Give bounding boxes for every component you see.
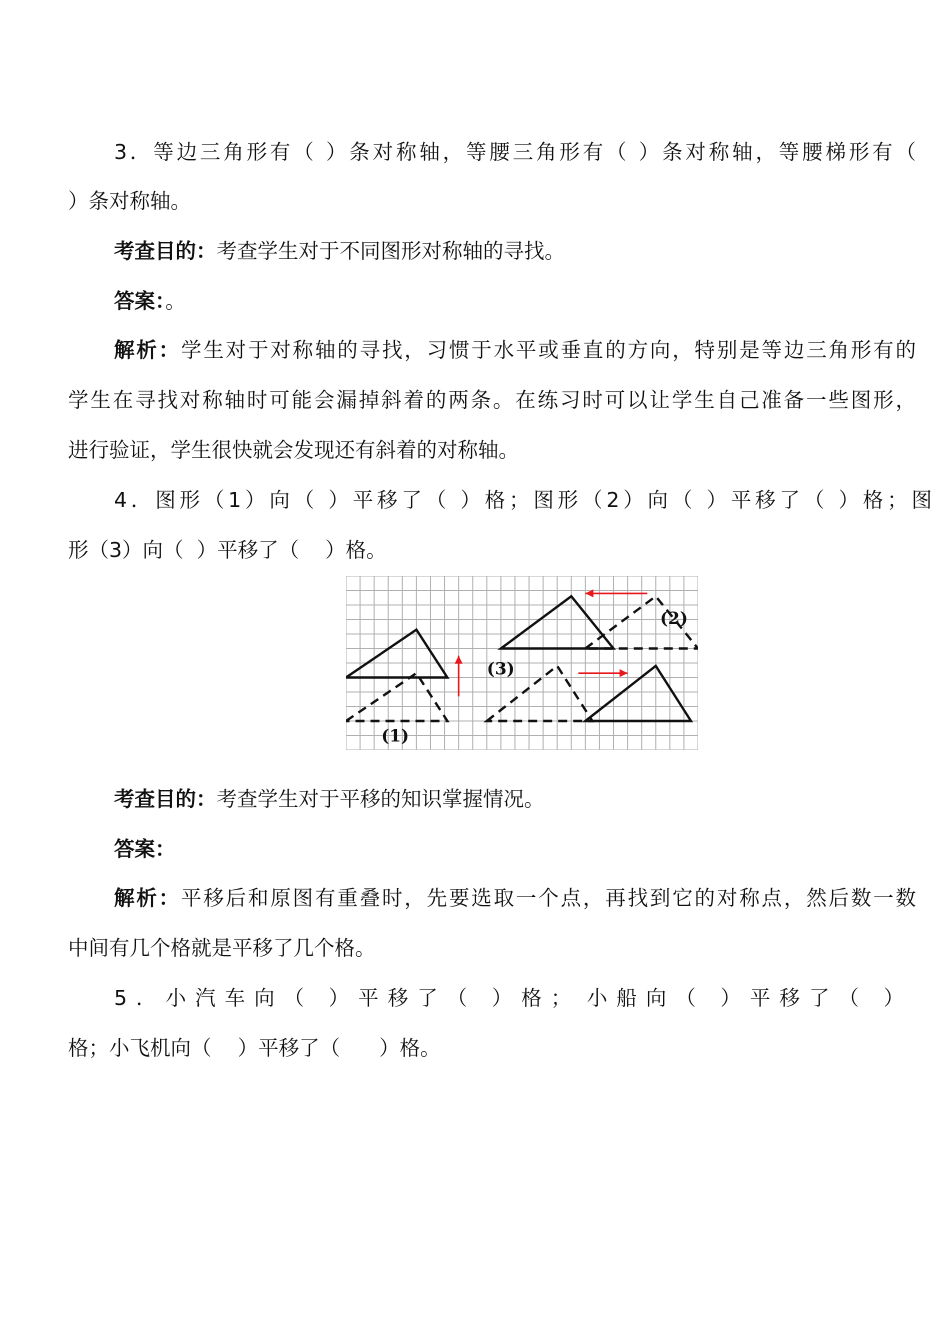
q5-question-line2: 格；小飞机向（ ）平移了（ ）格。 xyxy=(68,1036,441,1060)
q3-analysis-line3: 进行验证，学生很快就会发现还有斜着的对称轴。 xyxy=(68,438,519,462)
q3-question-line1: 3．等边三角形有（ ）条对称轴，等腰三角形有（ ）条对称轴，等腰梯形有（ xyxy=(114,140,916,164)
q3-analysis-line2: 学生在寻找对称轴时可能会漏掉斜着的两条。在练习时可以让学生自己准备一些图形， xyxy=(68,388,916,412)
q3-analysis-text1: 学生对于对称轴的寻找，习惯于水平或垂直的方向，特别是等边三角形有的 xyxy=(181,338,917,362)
arrow-right-head xyxy=(620,669,628,677)
q4-analysis-text1: 平移后和原图有重叠时，先要选取一个点，再找到它的对称点，然后数一数 xyxy=(181,886,917,910)
q4-purpose xyxy=(114,785,545,813)
q4-answer xyxy=(114,835,176,863)
triangle-1-moved xyxy=(346,630,447,678)
q4-analysis-line2: 中间有几个格就是平移了几个格。 xyxy=(68,936,376,960)
q3-answer-label: 答案： xyxy=(114,289,166,313)
q3-answer xyxy=(114,287,186,315)
label-figure-3: (3) xyxy=(486,659,515,680)
q4-analysis-line1 xyxy=(114,884,916,912)
q4-purpose-text: 考查学生对于平移的知识掌握情况。 xyxy=(216,787,545,811)
q3-answer-text: 。 xyxy=(165,289,186,313)
q4-question-line2: 形（3）向（ ）平移了（ ）格。 xyxy=(68,538,387,562)
q4-purpose-label: 考查目的： xyxy=(114,787,217,811)
q3-question-line2: ）条对称轴。 xyxy=(68,189,191,213)
triangle-1-original xyxy=(346,673,447,721)
triangle-3-moved xyxy=(585,666,691,721)
q4-analysis-label: 解析： xyxy=(114,886,181,910)
q5-question-line1: 5．小汽车向（ ）平移了（ ）格； 小船向（ ）平移了（ ） xyxy=(114,986,904,1010)
q3-analysis-line1 xyxy=(114,336,916,364)
label-figure-2: (2) xyxy=(659,608,688,629)
q4-question-line1: 4．图形（1）向（ ）平移了（ ）格；图形（2）向（ ）平移了（ ）格；图 xyxy=(114,488,932,512)
q3-purpose-label: 考查目的： xyxy=(114,239,217,263)
grid-svg xyxy=(346,576,698,750)
q4-answer-label: 答案： xyxy=(114,837,176,861)
q3-purpose xyxy=(114,237,565,265)
q3-purpose-text: 考查学生对于不同图形对称轴的寻找。 xyxy=(216,239,565,263)
translation-grid-figure xyxy=(346,576,698,750)
arrow-up-head xyxy=(455,656,463,664)
label-figure-1: (1) xyxy=(381,726,410,747)
q3-analysis-label: 解析： xyxy=(114,338,181,362)
